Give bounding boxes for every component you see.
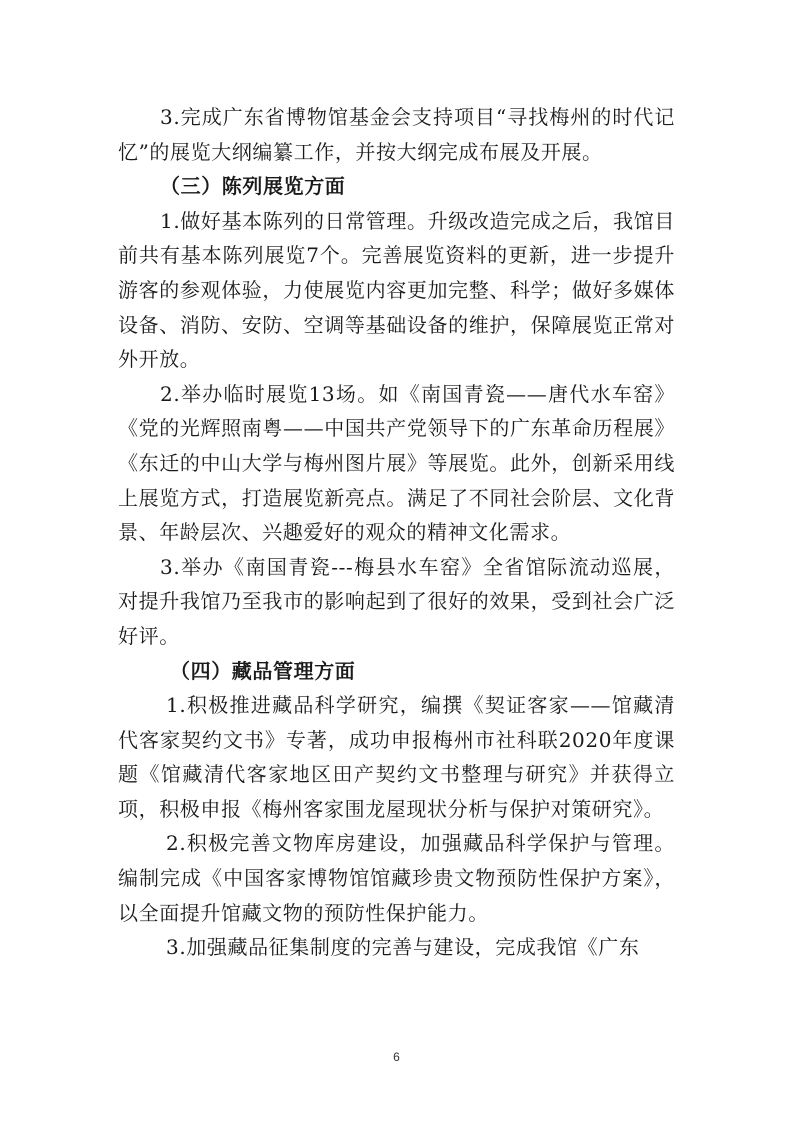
page-number: 6 — [393, 1050, 400, 1064]
paragraph-basic-exhibits: 1.做好基本陈列的日常管理。升级改造完成之后，我馆目前共有基本陈列展览7个。完善展览资料的更新，进一步提升游客的参观体验，力使展览内容更加完整、科学；做好多媒体设备、消防、安防、空调等基础设备的维护，保障展览正常对外开放。 — [118, 208, 675, 372]
paragraph-storage-construction: 2.积极完善文物库房建设，加强藏品科学保护与管理。编制完成《中国客家博物馆馆藏珍贵文物预防性保护方案》，以全面提升馆藏文物的预防性保护能力。 — [118, 831, 675, 925]
section-heading-collection: （四）藏品管理方面 — [170, 658, 356, 683]
section-heading-exhibitions: （三）陈列展览方面 — [160, 174, 346, 199]
paragraph-collection-research: 1.积极推进藏品科学研究，编撰《契证客家——馆藏清代客家契约文书》专著，成功申报梅州市社科联2020年度课题《馆藏清代客家地区田产契约文书整理与研究》并获得立项，积极申报《梅州客家围龙屋现状分析与保护对策研究》。 — [118, 693, 675, 821]
paragraph-temporary-exhibits: 2.举办临时展览13场。如《南国青瓷——唐代水车窑》《党的光辉照南粤——中国共产党领导下的广东革命历程展》《东迁的中山大学与梅州图片展》等展览。此外，创新采用线上展览方式，打造展览新亮点。满足了不同社会阶层、文化背景、年龄层次、兴趣爱好的观众的精神文化需求。 — [118, 381, 675, 545]
paragraph-touring-exhibit: 3.举办《南国青瓷---梅县水车窑》全省馆际流动巡展，对提升我馆乃至我市的影响起到了很好的效果，受到社会广泛好评。 — [118, 554, 675, 648]
paragraph-acquisition-system: 3.加强藏品征集制度的完善与建设，完成我馆《广东 — [166, 935, 640, 960]
paragraph-exhibition-outline: 3.完成广东省博物馆基金会支持项目“寻找梅州的时代记忆”的展览大纲编纂工作，并按大纲完成布展及开展。 — [118, 105, 675, 164]
